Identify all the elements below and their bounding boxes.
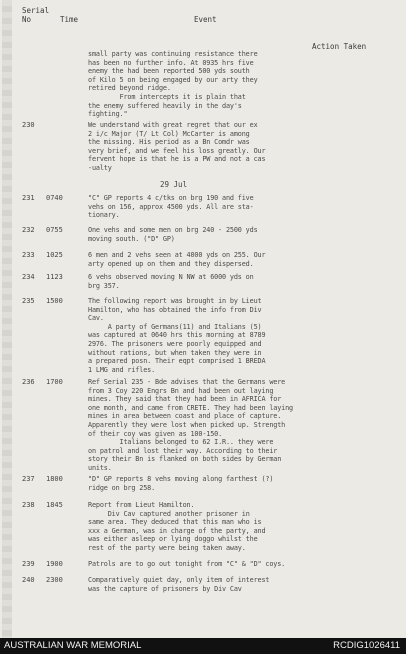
time-header: Time [60,15,79,24]
event-text: We understand with great regret that our ex 2 i/c Major (T/ Lt Col) McCarter is among the missing. His period as a Bn Comdr was very brief, and we feel his loss greatly. Our fervent hope is that he is a PW and not a cas -ualty [88,121,266,172]
date-heading: 29 Jul [160,180,188,189]
entry-time: 1800 [46,475,63,483]
entry-time: 0755 [46,226,63,234]
serial-number: 230 [22,121,35,129]
binding-edge [2,0,12,638]
serial-header-line1: Serial [22,6,50,15]
event-text: One vehs and some men on brg 240 - 2500 yds moving south. ("D" GP) [88,226,258,243]
event-text: "C" GP reports 4 c/tks on brg 190 and five vehs on 156, approx 4500 yds. All are sta- tionary. [88,194,254,220]
serial-number: 238 [22,501,35,509]
record-id: RCDIG1026411 [333,640,400,651]
entry-time: 1123 [46,273,63,281]
entry-time: 2300 [46,576,63,584]
event-text: "D" GP reports 8 vehs moving along farthest (?) ridge on brg 258. [88,475,274,492]
event-header: Event [194,15,217,24]
serial-number: 236 [22,378,35,386]
serial-header [22,6,49,24]
serial-number: 239 [22,560,35,568]
event-text: Report from Lieut Hamilton. Div Cav captured another prisoner in same area. They deduced that this man who is xxx a German, was in charge of the party, and was either asleep or lying doggo whilst the rest of the party were being taken away. [88,501,266,552]
serial-number: 233 [22,251,35,259]
serial-number: 240 [22,576,35,584]
event-text: 6 vehs observed moving N NW at 6000 yds on brg 357. [88,273,254,290]
archive-footer-bar [0,638,406,654]
serial-number: 232 [22,226,35,234]
event-text: The following report was brought in by Lieut Hamilton, who has obtained the info from Div Cav. A party of Germans(11) and Italians (5) was captured at 0640 hrs this morning at 8789 2976. The prisoners were poorly equipped and without rations, but when taken they were in a prepared posn. Their eqpt comprised 1 BREDA 1 LMG and rifles. [88,297,266,374]
entry-time: 1900 [46,560,63,568]
event-text: Ref Serial 235 - Bde advises that the Germans were from 3 Coy 220 Engrs Bn and had been out laying mines. They said that they had been in AFRICA for one month, and came from CRETE. They had been laying mines in area between coast and place of capture. Apparently they were lost when picked up. Strength of their coy was given as 100-150. Italians belonged to 62 I.R.. they were on patrol and lost their way. According to their story their Bn is flanked on both sides by German units. [88,378,293,472]
entry-time: 1845 [46,501,63,509]
event-text: Patrols are to go out tonight from "C" & "D" coys. [88,560,286,568]
event-text: Comparatively quiet day, only item of interest was the capture of prisoners by Div Cav [88,576,270,593]
serial-number: 231 [22,194,35,202]
entry-time: 0740 [46,194,63,202]
event-text: small party was continuing resistance there has been no further info. At 0935 hrs five enemy the had been reported 500 yds south of Kilo 5 on being engaged by our arty they retired beyond ridge. From intercepts it is plain that the enemy suffered heavily in the day's fighting." [88,50,258,119]
entry-time: 1500 [46,297,63,305]
action-header: Action Taken [312,42,367,51]
serial-header-line2: No [22,15,32,24]
entry-time: 1025 [46,251,63,259]
serial-number: 235 [22,297,35,305]
serial-number: 234 [22,273,35,281]
event-text: 6 men and 2 vehs seen at 4000 yds on 255. Our arty opened up on them and they dispersed. [88,251,266,268]
serial-number: 237 [22,475,35,483]
archive-name: AUSTRALIAN WAR MEMORIAL [4,640,142,651]
entry-time: 1700 [46,378,63,386]
